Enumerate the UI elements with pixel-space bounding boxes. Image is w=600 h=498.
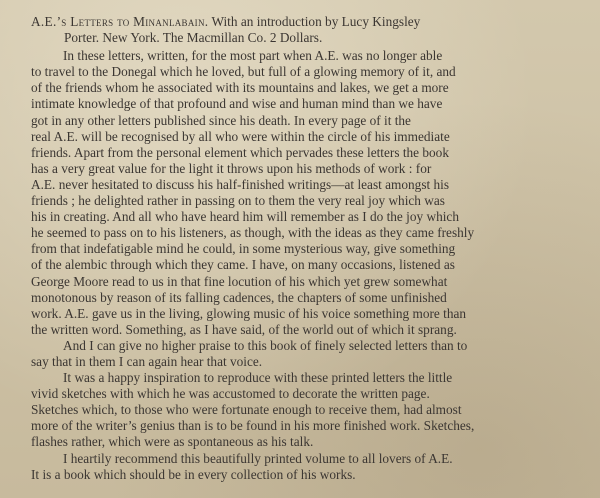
- text-line: got in any other letters published since his death. In every page of it the: [31, 112, 411, 128]
- heading-line-1: [31, 14, 592, 30]
- review-paragraph: [31, 48, 592, 338]
- text-line: his in creating. And all who have heard him will remember as I do the joy which: [31, 209, 459, 225]
- text-line: Sketches which, to those who were fortunate enough to receive them, had almost: [31, 402, 462, 418]
- text-line: flashes rather, which were as spontaneous as his talk.: [31, 434, 314, 450]
- book-entry-heading: [31, 14, 592, 46]
- text-line: friends ; he delighted rather in passing on to them the very real joy which was: [31, 193, 445, 209]
- text-line: I heartily recommend this beautifully printed volume to all lovers of A.E.: [63, 450, 453, 466]
- text-line: has a very great value for the light it throws upon his methods of work : for: [31, 160, 432, 176]
- text-line: of the alembic through which they came. I have, on many occasions, listened as: [31, 257, 455, 273]
- text-line: A.E. never hesitated to discuss his half-finished writings—at least amongst his: [31, 176, 450, 192]
- text-line: from that indefatigable mind he could, in some mysterious way, give something: [31, 241, 456, 257]
- text-line: the written word. Something, as I have said, of the world out of which it sprang.: [31, 321, 457, 337]
- text-line: to travel to the Donegal which he loved, but full of a glowing memory of it, and: [31, 64, 456, 80]
- book-title: A.E.’s Letters to Minanlabain.: [31, 14, 209, 29]
- review-paragraph: [31, 338, 592, 370]
- text-line: more of the writer’s genius than is to be found in his more finished work. Sketches,: [31, 418, 475, 434]
- publication-details: Porter. New York. The Macmillan Co. 2 Dollars.: [64, 30, 323, 46]
- text-line: It was a happy inspiration to reproduce with these printed letters the little: [63, 370, 453, 386]
- review-paragraph: [31, 370, 592, 450]
- review-paragraph: [31, 451, 592, 483]
- text-line: It is a book which should be in every collection of his works.: [31, 466, 356, 482]
- text-line: In these letters, written, for the most part when A.E. was no longer able: [63, 48, 443, 64]
- review-body: [31, 48, 592, 483]
- text-line: vivid sketches with which he was accustomed to decorate the written page.: [31, 386, 430, 402]
- text-line: intimate knowledge of that profound and wise and human mind than we have: [31, 96, 443, 112]
- text-line: work. A.E. gave us in the living, glowing music of his voice something more than: [31, 305, 467, 321]
- text-line: real A.E. will be recognised by all who were within the circle of his immediate: [31, 128, 450, 144]
- text-line: he seemed to pass on to his listeners, as though, with the ideas as they came freshly: [31, 225, 475, 241]
- introduction-note: With an introduction by Lucy Kingsley: [211, 14, 421, 29]
- text-line: George Moore read to us in that fine locution of his which yet grew somewhat: [31, 273, 448, 289]
- text-line: And I can give no higher praise to this book of finely selected letters than to: [63, 337, 468, 353]
- text-line: monotonous by reason of its falling cadences, the chapters of some unfinished: [31, 289, 447, 305]
- text-line: of the friends whom he associated with its mountains and lakes, we get a more: [31, 80, 449, 96]
- text-line: say that in them I can again hear that voice.: [31, 353, 263, 369]
- text-line: friends. Apart from the personal element which pervades these letters the book: [31, 144, 449, 160]
